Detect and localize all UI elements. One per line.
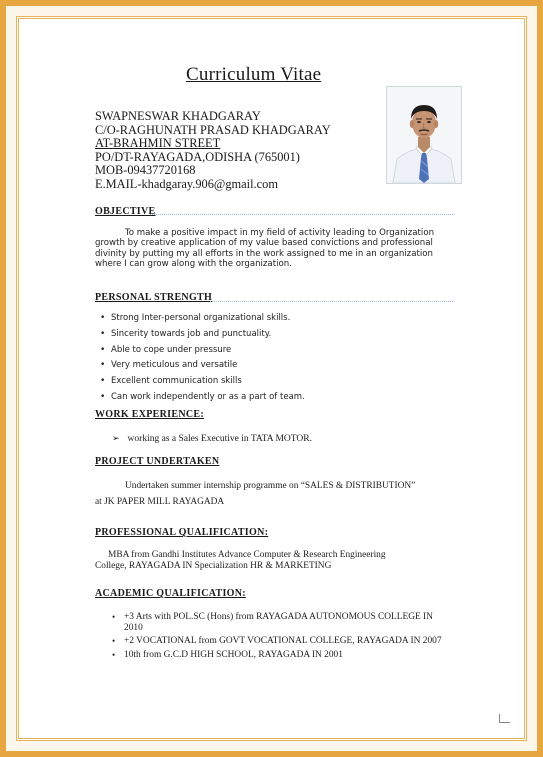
list-item: • Able to cope under pressure — [100, 344, 232, 355]
bullet-icon: • — [100, 376, 106, 387]
list-item: • Sincerity towards job and punctuality. — [100, 328, 272, 339]
list-item: • Excellent communication skills — [100, 376, 242, 387]
project-heading: PROJECT UNDERTAKEN — [95, 456, 220, 467]
profile-photo — [386, 86, 462, 184]
list-item: • Very meticulous and versatile — [100, 360, 238, 371]
contact-district: PO/DT-RAYAGADA,ODISHA (765001) — [95, 149, 300, 164]
contact-street: AT-BRAHMIN STREET — [95, 136, 221, 151]
work-experience-item: ➢ working as a Sales Executive in TATA MOTOR. — [112, 433, 312, 444]
list-item: • +2 VOCATIONAL from GOVT VOCATIONAL COLLEGE, RAYAGADA IN 2007 — [112, 636, 442, 647]
bullet-icon: • — [112, 612, 116, 622]
page-corner-mark — [499, 714, 510, 723]
objective-heading: OBJECTIVE — [95, 206, 156, 217]
objective-rule — [150, 214, 453, 215]
project-line-1: Undertaken summer internship programme on “SALES & DISTRIBUTION” — [125, 481, 416, 491]
objective-text: To make a positive impact in my field of activity leading to Organization growth by creative application of my value based convictions and professional divinity by putting my all efforts in the work assigned to me in an organization where I can grow along with the organization. — [95, 228, 435, 270]
professional-heading: PROFESSIONAL QUALIFICATION: — [95, 527, 269, 538]
academic-heading: ACADEMIC QUALIFICATION: — [95, 588, 246, 599]
list-item: • Can work independently or as a part of team. — [100, 391, 305, 402]
contact-care-of: C/O-RAGHUNATH PRASAD KHADGARAY — [95, 122, 331, 137]
bullet-icon: • — [112, 636, 116, 647]
arrow-bullet-icon: ➢ — [112, 433, 120, 443]
work-experience-heading: WORK EXPERIENCE: — [95, 409, 204, 420]
bullet-icon: • — [100, 360, 106, 371]
personal-strength-heading: PERSONAL STRENGTH — [95, 292, 213, 303]
contact-block — [95, 110, 331, 192]
academic-list — [112, 612, 452, 663]
profile-photo-icon — [387, 87, 461, 183]
list-item: • +3 Arts with POL.SC (Hons) from RAYAGADA AUTONOMOUS COLLEGE IN 2010 — [112, 612, 433, 633]
list-item: • Strong Inter-personal organizational skills. — [100, 313, 291, 323]
document-title: Curriculum Vitae — [186, 64, 322, 85]
professional-text: MBA from Gandhi Institutes Advance Computer & Research Engineering College, RAYAGADA IN Specialization HR & MARKETING — [95, 550, 386, 572]
project-line-2: at JK PAPER MILL RAYAGADA — [95, 497, 225, 507]
contact-email: E.MAIL-khadgaray.906@gmail.com — [95, 176, 278, 191]
personal-strength-rule — [210, 301, 453, 302]
personal-strength-list — [100, 312, 305, 407]
bullet-icon: • — [100, 328, 106, 339]
bullet-icon: • — [100, 313, 106, 323]
bullet-icon: • — [100, 391, 106, 402]
bullet-icon: • — [112, 649, 116, 660]
contact-name: SWAPNESWAR KHADGARAY — [95, 109, 261, 123]
list-item: • 10th from G.C.D HIGH SCHOOL, RAYAGADA IN 2001 — [112, 649, 343, 660]
bullet-icon: • — [100, 344, 106, 355]
contact-mobile: MOB-09437720168 — [95, 163, 196, 178]
